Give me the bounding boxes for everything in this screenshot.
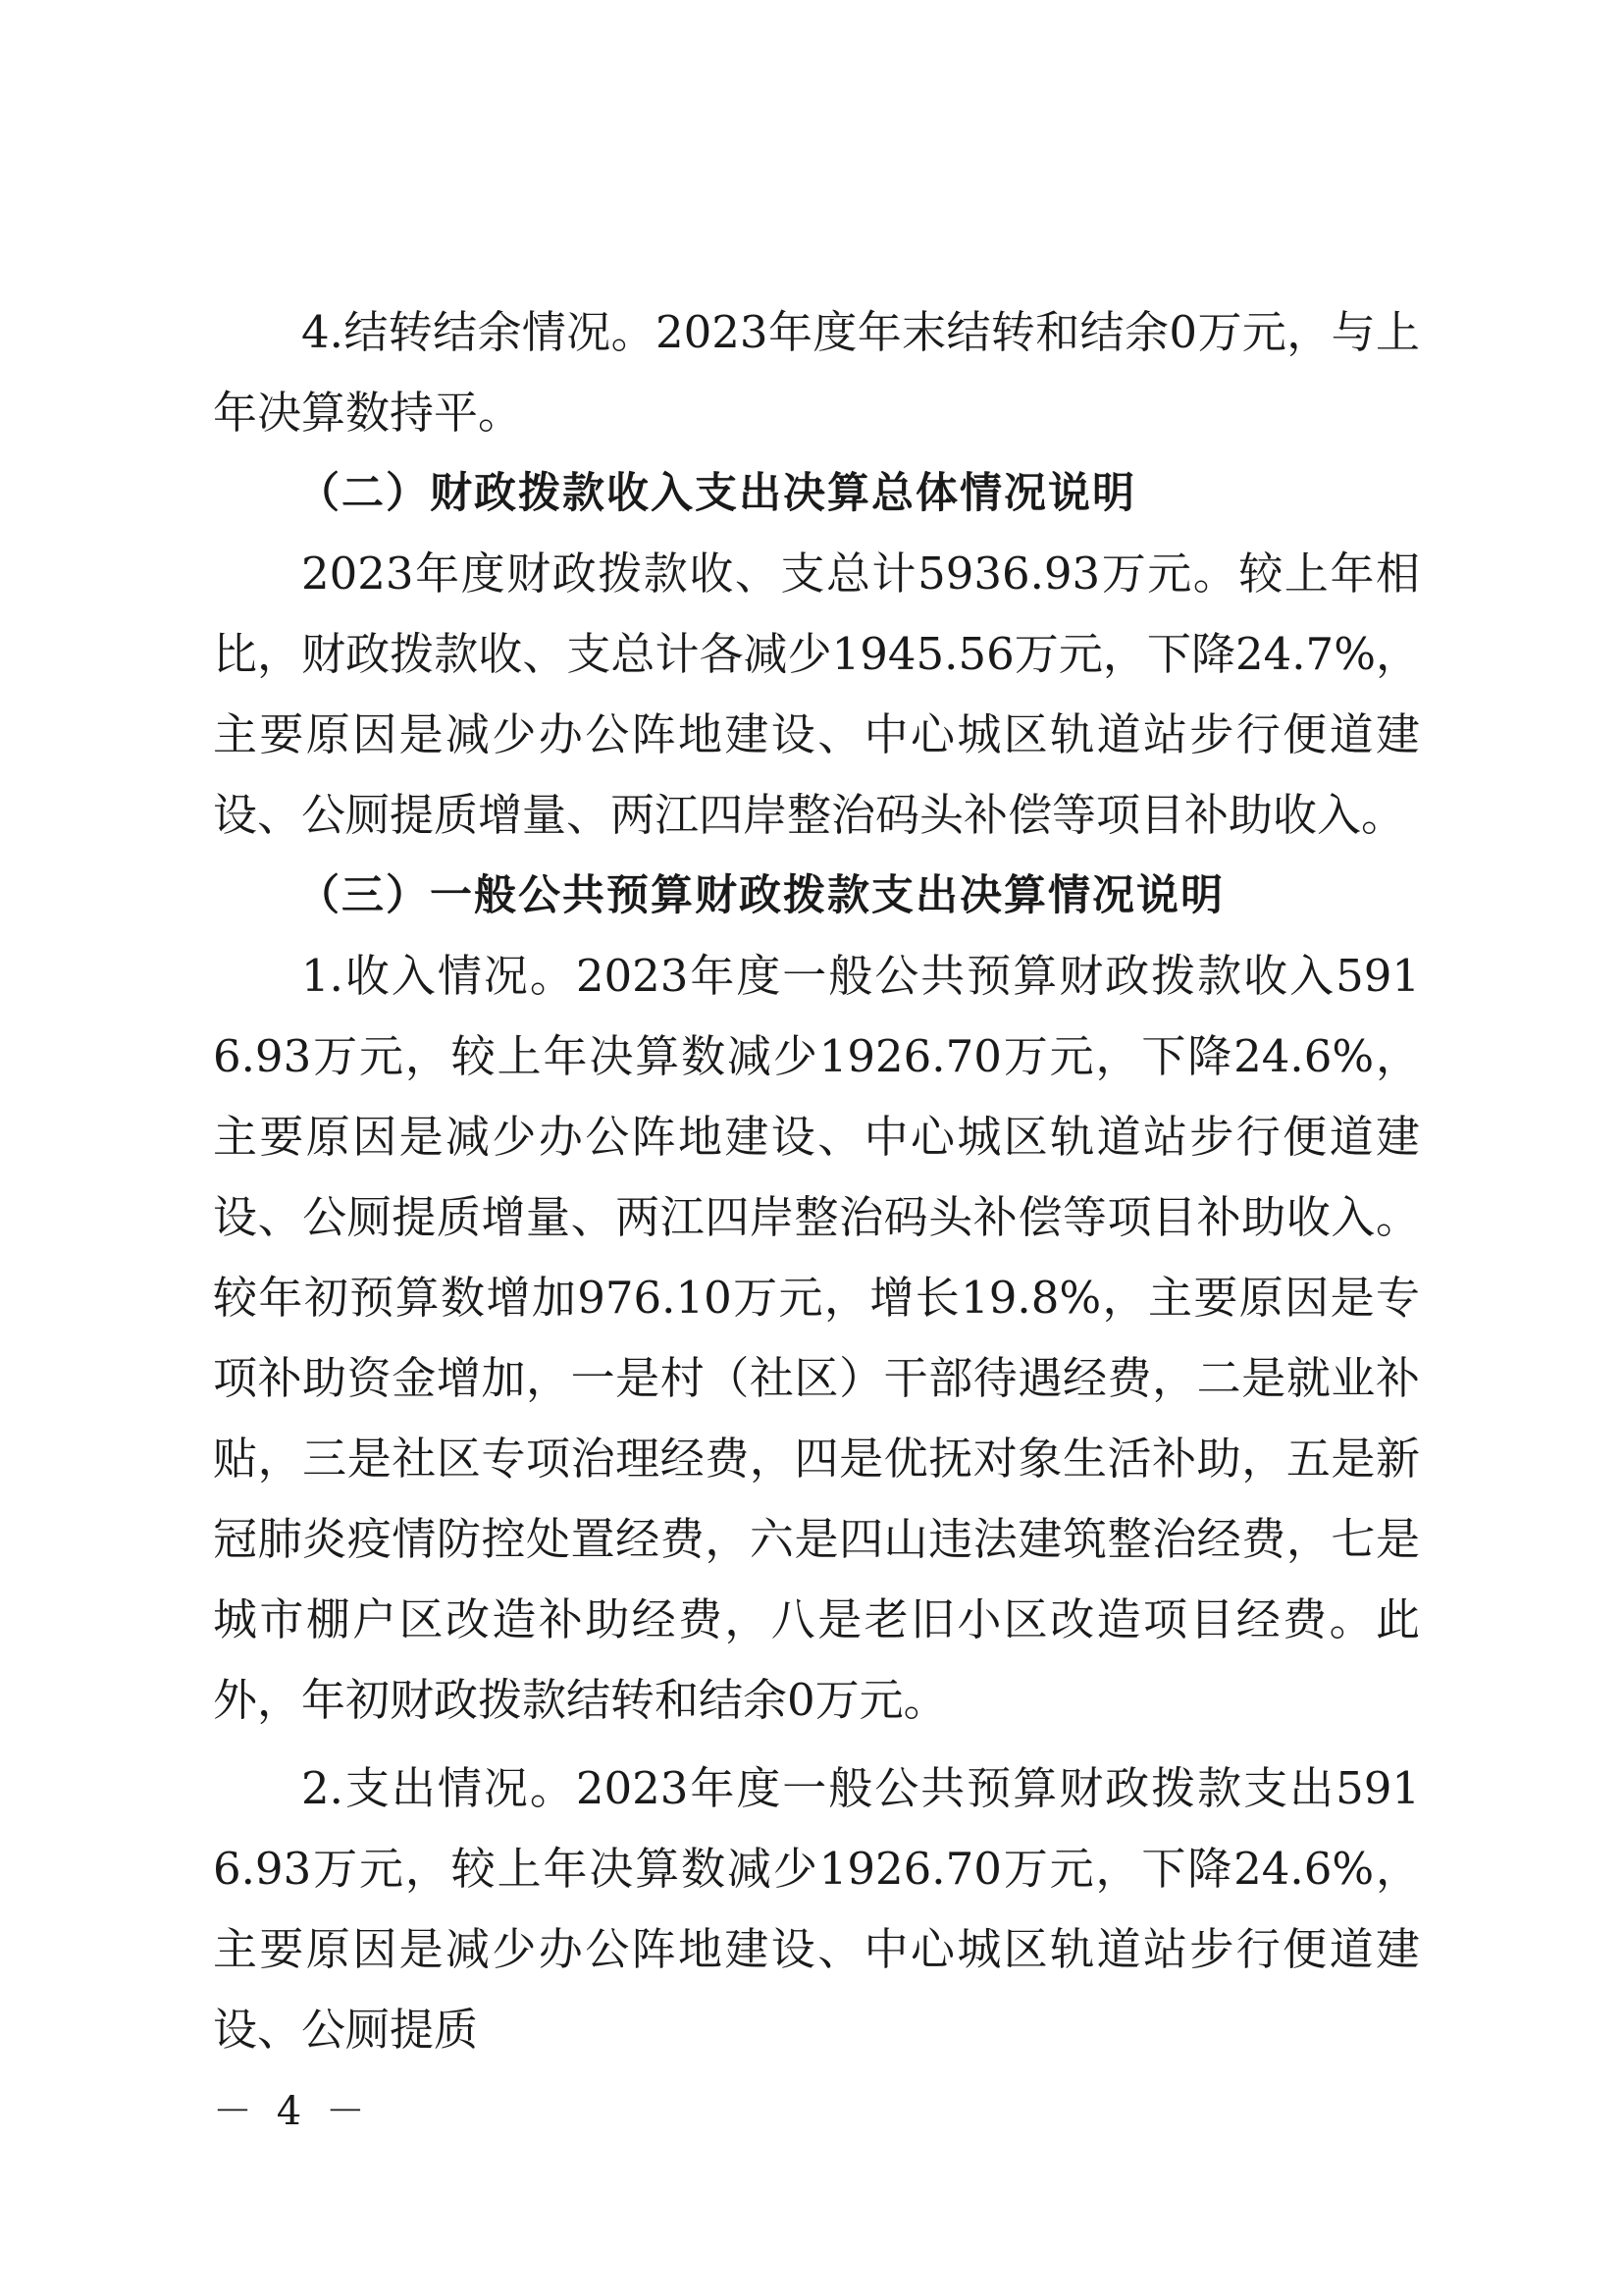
paragraph-expenditure: 2.支出情况。2023年度一般公共预算财政拨款支出5916.93万元，较上年决算数减少1926.70万元，下降24.6%，主要原因是减少办公阵地建设、中心城区轨道站步行便道建设、公厕提质 — [213, 1762, 1420, 2056]
paragraph-income: 1.收入情况。2023年度一般公共预算财政拨款收入5916.93万元，较上年决算数减少1926.70万元，下降24.6%，主要原因是减少办公阵地建设、中心城区轨道站步行便道建设、公厕提质增量、两江四岸整治码头补偿等项目补助收入。较年初预算数增加976.10万元，增长19.8%，主要原因是专项补助资金增加，一是村（社区）干部待遇经费，二是就业补贴，三是社区专项治理经费，四是优抚对象生活补助，五是新冠肺炎疫情防控处置经费，六是四山违法建筑整治经费，七是城市棚户区改造补助经费，八是老旧小区改造项目经费。此外，年初财政拨款结转和结余0万元。 — [213, 950, 1420, 1726]
paragraph-carryover: 4.结转结余情况。2023年度年末结转和结余0万元，与上年决算数持平。 — [213, 306, 1420, 439]
section-2-heading: （二）财政拨款收入支出决算总体情况说明 — [297, 469, 1136, 518]
section-3-heading: （三）一般公共预算财政拨款支出决算情况说明 — [297, 871, 1225, 920]
page-number: － 4 － — [213, 2089, 371, 2134]
paragraph-section-2: 2023年度财政拨款收、支总计5936.93万元。较上年相比，财政拨款收、支总计各减少1945.56万元，下降24.7%，主要原因是减少办公阵地建设、中心城区轨道站步行便道建设、公厕提质增量、两江四岸整治码头补偿等项目补助收入。 — [213, 548, 1420, 841]
document-body — [213, 292, 1420, 2070]
